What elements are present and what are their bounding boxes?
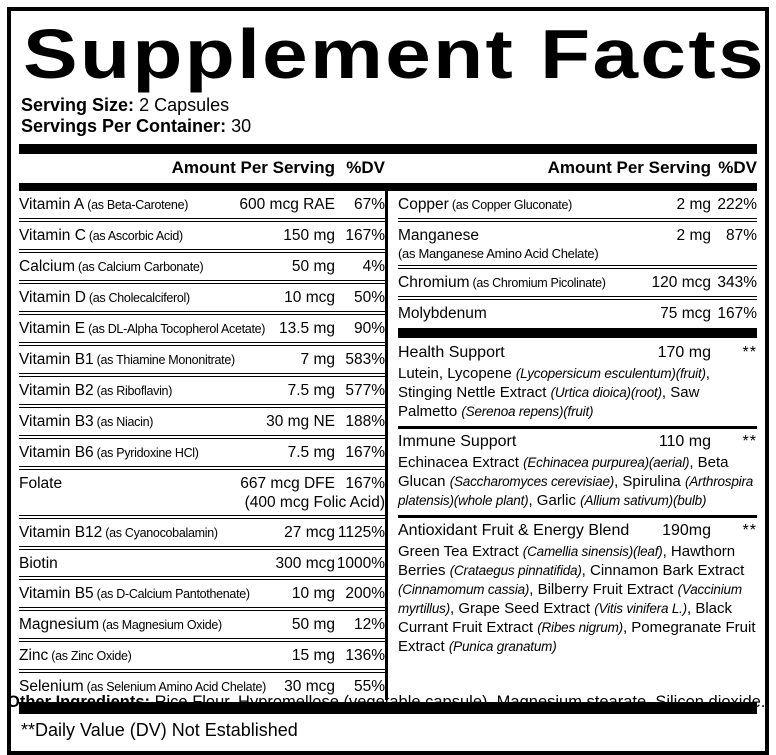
- blend-name: Immune Support: [398, 433, 517, 450]
- nutrient-form: (as Selenium Amino Acid Chelate): [86, 680, 267, 694]
- nutrient-name: Zinc (as Zinc Oxide): [19, 647, 132, 664]
- left-column-header: [19, 158, 385, 178]
- nutrient-dv: 343%: [717, 274, 757, 291]
- blend-amount: 110 mg: [658, 433, 711, 450]
- nutrient-amount: 150 mg: [283, 227, 335, 244]
- nutrient-row: [398, 191, 757, 218]
- dv-header: %DV: [718, 158, 757, 177]
- nutrient-amount: 10 mg: [291, 585, 335, 602]
- nutrient-dv: 200%: [345, 585, 385, 602]
- nutrient-name: Chromium (as Chromium Picolinate): [398, 274, 606, 291]
- ingredient-name: , Grape Seed Extract: [450, 600, 595, 617]
- nutrient-amount: 10 mcg: [284, 289, 335, 306]
- blend-description: [398, 453, 757, 510]
- nutrient-dv: 136%: [345, 647, 385, 664]
- latin-name: (Vaccinium myrtillus): [398, 582, 742, 616]
- ingredient-name: , Saw Palmetto: [398, 384, 700, 420]
- nutrient-row: [19, 218, 385, 249]
- other-ingredients-text: Rice Flour, Hypromellose (vegetable capsule), Magnesium stearate, Silicon dioxide.: [150, 693, 766, 711]
- nutrient-form: (as Beta-Carotene): [87, 198, 189, 212]
- blend-amount: 190mg: [662, 522, 711, 539]
- ingredient-name: Lutein, Lycopene: [398, 365, 516, 382]
- nutrient-form: (as Calcium Carbonate): [77, 260, 204, 274]
- other-ingredients-label: Other Ingredients:: [7, 693, 151, 711]
- nutrient-dv: 50%: [353, 289, 385, 306]
- ingredient-name: , Beta Glucan: [398, 454, 729, 490]
- ingredient-name: , Pomegranate Fruit Extract: [398, 619, 756, 655]
- latin-name: (Allium sativum)(bulb): [580, 493, 707, 508]
- blend-name: Health Support: [398, 344, 505, 361]
- nutrient-row: [398, 296, 757, 326]
- nutrient-form: (as Niacin): [96, 415, 154, 429]
- nutrient-dv: 87%: [725, 227, 757, 244]
- nutrient-form: (as Ascorbic Acid): [88, 229, 183, 243]
- nutrient-row: [19, 435, 385, 466]
- nutrient-name: Vitamin C (as Ascorbic Acid): [19, 227, 183, 244]
- nutrient-amount: 667 mcg DFE: [240, 475, 335, 492]
- blend-dv: **: [742, 344, 757, 361]
- nutrient-name: Vitamin B1 (as Thiamine Mononitrate): [19, 351, 235, 368]
- nutrient-row: [398, 218, 757, 265]
- ingredient-name: , Cinnamon Bark Extract: [581, 562, 745, 579]
- nutrient-dv: 577%: [345, 382, 385, 399]
- blend-header: [398, 521, 757, 541]
- supplement-facts-panel: [7, 7, 769, 755]
- nutrient-form: (as Copper Gluconate): [451, 198, 572, 212]
- nutrient-amount: 7.5 mg: [287, 444, 335, 461]
- serving-size-line: [21, 95, 757, 116]
- nutrient-amount: 50 mg: [291, 258, 335, 275]
- ingredient-name: , Hawthorn Berries: [398, 543, 736, 579]
- nutrient-row: [19, 404, 385, 435]
- blend-header: [398, 343, 757, 363]
- nutrient-amount: 27 mcg: [284, 524, 335, 541]
- nutrient-row: [19, 342, 385, 373]
- latin-name: (Punica granatum): [448, 639, 557, 654]
- dv-header: %DV: [346, 158, 385, 177]
- nutrient-row: [19, 576, 385, 607]
- nutrient-dv: 167%: [345, 444, 385, 461]
- nutrient-name: Molybdenum: [398, 305, 487, 322]
- nutrient-amount-note: (400 mcg Folic Acid): [244, 494, 385, 511]
- nutrient-row: [19, 607, 385, 638]
- latin-name: (Arthrospira platensis)(whole plant): [398, 474, 754, 508]
- nutrient-form: (as Manganese Amino Acid Chelate): [398, 246, 599, 261]
- nutrient-row: [19, 515, 385, 546]
- blend-section: [398, 340, 757, 426]
- nutrient-form: (as Pyridoxine HCl): [96, 446, 199, 460]
- blend-section: [398, 515, 757, 661]
- nutrient-amount: 600 mcg RAE: [239, 196, 335, 213]
- nutrient-name: Vitamin B2 (as Riboflavin): [19, 382, 173, 399]
- serving-info: [21, 95, 757, 137]
- nutrient-name: Biotin: [19, 555, 58, 572]
- column-headers: [19, 154, 757, 183]
- latin-name: (Urtica dioica)(root): [550, 385, 662, 400]
- nutrient-name: Selenium (as Selenium Amino Acid Chelate): [19, 678, 267, 695]
- servings-per-container-line: [21, 116, 757, 137]
- nutrient-name: Vitamin A (as Beta-Carotene): [19, 196, 189, 213]
- nutrient-amount: 7 mg: [300, 351, 335, 368]
- blend-description: [398, 364, 757, 421]
- nutrient-row: [398, 265, 757, 296]
- nutrient-amount: 30 mg NE: [266, 413, 335, 430]
- nutrient-form: (as D-Calcium Pantothenate): [96, 587, 250, 601]
- nutrient-amount: 300 mcg: [275, 555, 335, 572]
- blend-header: [398, 432, 757, 452]
- nutrient-dv: 167%: [345, 475, 385, 492]
- latin-name: (Cinnamomum cassia): [398, 582, 530, 597]
- nutrient-row: [19, 466, 385, 515]
- nutrient-amount: 13.5 mg: [278, 320, 335, 337]
- nutrient-columns: [19, 191, 757, 700]
- latin-name: (Camellia sinensis)(leaf): [522, 544, 663, 559]
- ingredient-name: , Black Currant Fruit Extract: [398, 600, 732, 636]
- nutrient-amount: 2 mg: [676, 196, 711, 213]
- ingredient-name: Green Tea Extract: [398, 543, 523, 560]
- nutrient-name: Vitamin B12 (as Cyanocobalamin): [19, 524, 218, 541]
- nutrient-name: Vitamin D (as Cholecalciferol): [19, 289, 190, 306]
- nutrient-form: (as Cholecalciferol): [88, 291, 190, 305]
- latin-name: (Crataegus pinnatifida): [449, 563, 582, 578]
- right-column: [388, 191, 757, 700]
- nutrient-row: [19, 191, 385, 218]
- nutrient-form: (as DL-Alpha Tocopherol Acetate): [88, 322, 266, 336]
- nutrient-row: [19, 280, 385, 311]
- blend-description: [398, 542, 757, 656]
- ingredient-name: , Bilberry Fruit Extract: [529, 581, 678, 598]
- nutrient-amount: 30 mcg: [284, 678, 335, 695]
- nutrient-dv: 222%: [717, 196, 757, 213]
- nutrient-name: Vitamin E (as DL-Alpha Tocopherol Acetate): [19, 320, 266, 337]
- nutrient-name: Vitamin B3 (as Niacin): [19, 413, 154, 430]
- divider-bar-top: [19, 144, 757, 154]
- nutrient-dv: 67%: [353, 196, 385, 213]
- latin-name: (Vitis vinifera L.): [594, 601, 687, 616]
- nutrient-row: [19, 638, 385, 669]
- divider-bar-under-headers: [19, 183, 757, 191]
- nutrient-amount: 75 mcg: [660, 305, 711, 322]
- latin-name: (Ribes nigrum): [537, 620, 623, 635]
- nutrient-form: (as Cyanocobalamin): [105, 526, 218, 540]
- panel-title: Supplement Facts: [23, 15, 766, 93]
- nutrient-amount: 50 mg: [291, 616, 335, 633]
- nutrient-name: Copper (as Copper Gluconate): [398, 196, 572, 213]
- nutrient-dv: 90%: [353, 320, 385, 337]
- nutrient-form: (as Thiamine Mononitrate): [96, 353, 235, 367]
- left-column: [19, 191, 385, 700]
- serving-size-value: 2 Capsules: [139, 95, 230, 115]
- nutrient-row: [19, 373, 385, 404]
- blend-section: [398, 426, 757, 515]
- nutrient-dv: 4%: [362, 258, 385, 275]
- latin-name: (Serenoa repens)(fruit): [461, 404, 594, 419]
- latin-name: (Lycopersicum esculentum)(fruit): [515, 366, 706, 381]
- nutrient-amount: 2 mg: [676, 227, 711, 244]
- servings-per-container-value: 30: [231, 116, 252, 136]
- nutrient-dv: 167%: [717, 305, 757, 322]
- nutrient-form: (as Riboflavin): [96, 384, 173, 398]
- nutrient-name: Manganese: [398, 227, 480, 244]
- header-gap: [385, 158, 398, 178]
- ingredient-name: , Garlic: [528, 492, 581, 509]
- nutrient-dv: 12%: [353, 616, 385, 633]
- servings-per-container-label: Servings Per Container:: [21, 116, 227, 136]
- nutrient-dv: 167%: [345, 227, 385, 244]
- blend-amount: 170 mg: [657, 344, 711, 361]
- daily-value-footnote: **Daily Value (DV) Not Established: [21, 720, 298, 740]
- nutrient-dv: 1000%: [336, 555, 385, 572]
- nutrient-amount: 15 mg: [291, 647, 335, 664]
- amount-per-serving-header: Amount Per Serving: [547, 158, 711, 177]
- nutrient-name: Calcium (as Calcium Carbonate): [19, 258, 204, 275]
- blend-name: Antioxidant Fruit & Energy Blend: [398, 522, 630, 539]
- nutrient-name: Folate: [19, 475, 63, 492]
- nutrient-dv: 188%: [345, 413, 385, 430]
- latin-name: (Saccharomyces cerevisiae): [449, 474, 615, 489]
- nutrient-dv: 583%: [345, 351, 385, 368]
- blend-dv: **: [742, 433, 757, 450]
- blend-dv: **: [742, 522, 757, 539]
- ingredient-name: , Spirulina: [614, 473, 685, 490]
- nutrient-row: [19, 249, 385, 280]
- nutrient-name: Vitamin B5 (as D-Calcium Pantothenate): [19, 585, 250, 602]
- ingredient-name: Echinacea Extract: [398, 454, 524, 471]
- other-ingredients: [7, 692, 773, 712]
- nutrient-form: (as Magnesium Oxide): [102, 618, 222, 632]
- nutrient-form: (as Zinc Oxide): [51, 649, 132, 663]
- right-column-header: [398, 158, 757, 178]
- ingredient-name: , Stinging Nettle Extract: [398, 365, 710, 401]
- serving-size-label: Serving Size:: [21, 95, 135, 115]
- nutrient-form: (as Chromium Picolinate): [472, 276, 606, 290]
- nutrient-dv: 1125%: [337, 524, 385, 541]
- nutrient-name: Magnesium (as Magnesium Oxide): [19, 616, 222, 633]
- nutrient-amount: 7.5 mg: [287, 382, 335, 399]
- nutrient-dv: 55%: [353, 678, 385, 695]
- nutrient-amount: 120 mcg: [651, 274, 711, 291]
- nutrient-row: [19, 311, 385, 342]
- amount-per-serving-header: Amount Per Serving: [171, 158, 335, 177]
- nutrient-row: [19, 546, 385, 576]
- nutrient-name: Vitamin B6 (as Pyridoxine HCl): [19, 444, 199, 461]
- latin-name: (Echinacea purpurea)(aerial): [523, 455, 690, 470]
- divider-bar-blends: [398, 328, 757, 338]
